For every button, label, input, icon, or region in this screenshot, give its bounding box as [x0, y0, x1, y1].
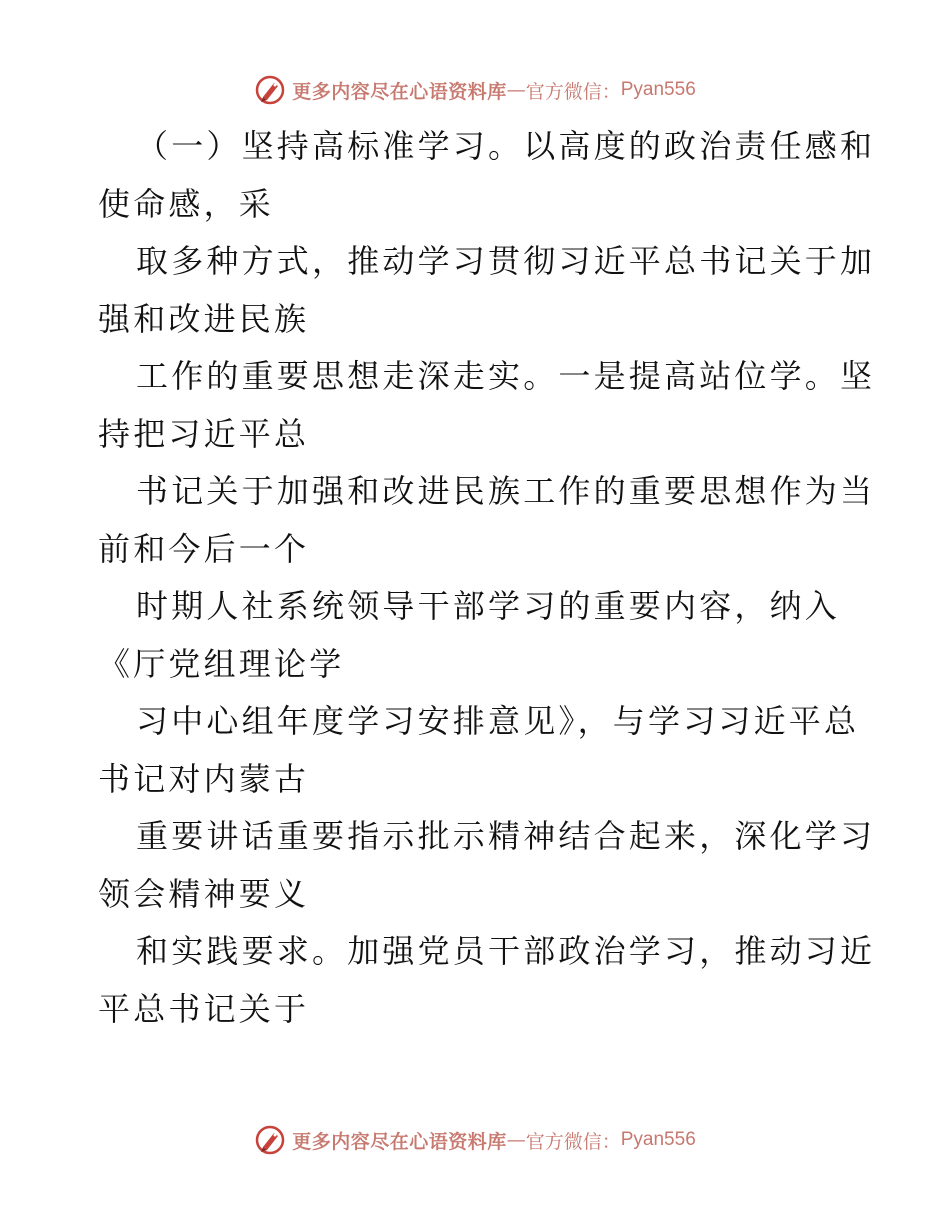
watermark-main-text: 更多内容尽在心语资料库	[292, 1130, 507, 1153]
body-line-9: 时期人社系统领导干部学习的重要内容，纳入	[136, 587, 841, 625]
body-line-6: 持把习近平总	[98, 414, 310, 453]
watermark-wechat-id: Pyan556	[620, 1129, 696, 1150]
body-line-11: 习中心组年度学习安排意见》，与学习习近平总	[136, 702, 860, 740]
body-line-5: 工作的重要思想走深走实。一是提高站位学。坚	[136, 357, 876, 395]
header-watermark	[0, 70, 950, 110]
watermark-dash: —	[506, 1129, 526, 1151]
pen-logo-icon	[254, 74, 286, 106]
body-line-8: 前和今后一个	[98, 529, 310, 568]
watermark-dash: —	[506, 79, 526, 101]
watermark-wechat-id: Pyan556	[620, 79, 696, 100]
footer-watermark	[0, 1120, 950, 1160]
watermark-main-text: 更多内容尽在心语资料库	[292, 80, 507, 103]
body-line-10: 《厅党组理论学	[98, 644, 345, 683]
body-line-14: 领会精神要义	[98, 874, 310, 913]
body-line-4: 强和改进民族	[98, 299, 310, 338]
body-line-15: 和实践要求。加强党员干部政治学习，推动习近	[136, 932, 876, 970]
body-line-7: 书记关于加强和改进民族工作的重要思想作为当	[136, 472, 876, 510]
watermark-label: 官方微信：	[525, 1130, 621, 1153]
watermark-label: 官方微信：	[525, 80, 621, 103]
pen-logo-icon	[254, 1124, 286, 1156]
body-line-3: 取多种方式，推动学习贯彻习近平总书记关于加	[136, 242, 876, 280]
body-line-12: 书记对内蒙古	[98, 759, 310, 798]
body-line-13: 重要讲话重要指示批示精神结合起来，深化学习	[136, 817, 876, 855]
document-body	[98, 118, 876, 1038]
body-line-2: 使命感，采	[98, 184, 275, 223]
body-line-16: 平总书记关于	[98, 989, 310, 1028]
body-line-1: （一）坚持高标准学习。以高度的政治责任感和	[136, 127, 876, 165]
